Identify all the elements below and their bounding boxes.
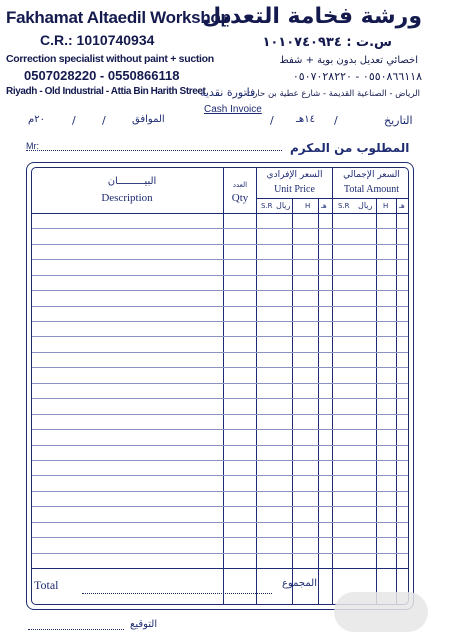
total-amount-header-ar: السعر الإجمالي xyxy=(343,170,400,180)
total-h-ar-label: هـ xyxy=(399,202,405,210)
table-row-line xyxy=(32,290,408,291)
table-row-line xyxy=(32,321,408,322)
col-divider-unit xyxy=(332,168,333,604)
table-row-line xyxy=(32,429,408,430)
customer-label-ar: المطلوب من المكرم xyxy=(290,141,410,155)
table-row-line xyxy=(32,414,408,415)
total-amount-header-en: Total Amount xyxy=(343,184,400,195)
phones-ar: ٠٥٥٠٨٦٦١١٨ - ٠٥٠٧٠٢٨٢٢٠ xyxy=(292,70,422,83)
specialty-en: Correction specialist without paint + suction xyxy=(6,53,214,65)
col-divider-desc xyxy=(223,168,224,604)
unit-sr-label: S.R xyxy=(261,202,273,210)
col-divider-qty xyxy=(256,168,257,604)
invoice-title-ar: فاتورة نقدية xyxy=(200,86,256,99)
table-row-line xyxy=(32,352,408,353)
unit-h-ar-label: هـ xyxy=(321,202,327,210)
header-bottom-line xyxy=(32,213,408,214)
address-ar: الرياض - الصناعية القديمة - شارع عطية بن حارث xyxy=(245,89,420,99)
unit-price-header-en: Unit Price xyxy=(274,184,315,195)
customer-line xyxy=(26,150,282,151)
company-name-ar: ورشة فخامة التعديل xyxy=(202,4,422,29)
price-header-split xyxy=(256,198,408,199)
table-row-line xyxy=(32,383,408,384)
unit-riyal-label: ريال xyxy=(276,201,291,210)
unit-h-en-label: H xyxy=(305,202,311,210)
hijri-label: التاريخ xyxy=(384,114,413,127)
table-row-line xyxy=(32,522,408,523)
cr-number-en: C.R.: 1010740934 xyxy=(40,32,155,48)
unit-price-header-ar: السعر الإفرادي xyxy=(266,170,323,180)
total-riyal-label: ريال xyxy=(358,201,373,210)
table-row-line xyxy=(32,228,408,229)
hijri-slash-2: / xyxy=(334,114,338,127)
table-row-line xyxy=(32,275,408,276)
signature-line xyxy=(28,629,124,630)
total-label-ar: المجموع xyxy=(282,578,317,589)
table-row-line xyxy=(32,475,408,476)
gregorian-slash-2: / xyxy=(102,114,106,127)
company-name-en: Fakhamat Altaedil Workshop xyxy=(6,8,231,27)
total-h-en-label: H xyxy=(383,202,389,210)
total-dotted-line xyxy=(82,593,272,594)
table-row-line xyxy=(32,537,408,538)
table-row-line xyxy=(32,336,408,337)
table-row-line xyxy=(32,259,408,260)
customer-label-en: Mr: xyxy=(26,141,39,151)
qty-header-en: Qty xyxy=(231,192,249,204)
qty-header-ar: العدد xyxy=(232,181,248,189)
table-row-line xyxy=(32,398,408,399)
total-sr-label: S.R xyxy=(338,202,350,210)
watermark-logo xyxy=(334,592,428,632)
description-header-ar: البيـــــــــان xyxy=(107,176,157,187)
invoice-title-en: Cash Invoice xyxy=(204,104,262,115)
table-row-line xyxy=(32,553,408,554)
hijri-slash-1: / xyxy=(270,114,274,127)
total-label-en: Total xyxy=(34,578,59,592)
cr-number-ar: س.ت : ١٠١٠٧٤٠٩٣٤ xyxy=(262,35,392,50)
gregorian-slash-1: / xyxy=(72,114,76,127)
gregorian-year: ٢٠م xyxy=(28,114,45,125)
gregorian-label: الموافق xyxy=(132,114,165,125)
table-row-line xyxy=(32,244,408,245)
table-row-line xyxy=(32,491,408,492)
hijri-year: ١٤هـ xyxy=(296,114,315,125)
invoice-table xyxy=(31,167,409,605)
table-row-line xyxy=(32,506,408,507)
total-row-line xyxy=(32,568,408,569)
table-row-line xyxy=(32,367,408,368)
table-row-line xyxy=(32,445,408,446)
signature-label-ar: التوقيع xyxy=(130,619,158,630)
description-header-en: Description xyxy=(101,192,153,204)
phones-en: 0507028220 - 0550866118 xyxy=(24,68,180,83)
specialty-ar: اخصائي تعديل بدون بوية + شفط xyxy=(279,55,418,66)
table-row-line xyxy=(32,460,408,461)
table-row-line xyxy=(32,306,408,307)
address-en: Riyadh - Old Industrial - Attia Bin Harith Street xyxy=(6,86,206,97)
